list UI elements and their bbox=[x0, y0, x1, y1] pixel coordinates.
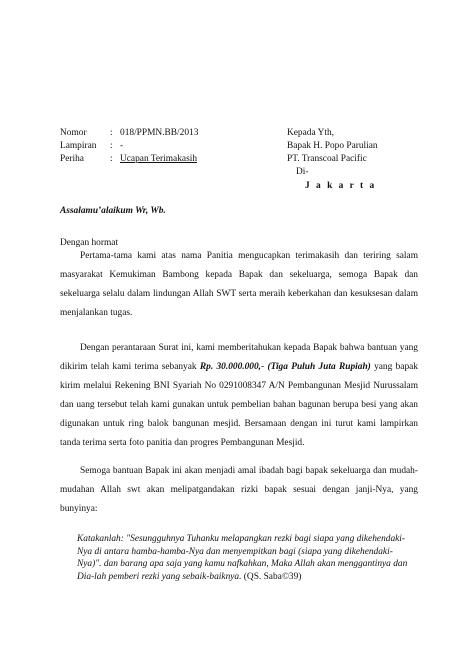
paragraph-donation-text bbox=[60, 339, 418, 453]
lampiran-colon: : bbox=[110, 141, 113, 151]
opening: Dengan hormat bbox=[60, 238, 119, 248]
recipient-name: Bapak H. Popo Parulian bbox=[287, 141, 378, 151]
perihal-label: Periha bbox=[60, 154, 84, 164]
recipient-city: J a k a r t a bbox=[305, 181, 377, 191]
lampiran-value: - bbox=[120, 141, 124, 151]
quran-quote bbox=[77, 533, 417, 583]
paragraph-thanks bbox=[60, 247, 418, 323]
donation-text-part1: Dengan perantaraan Surat ini, kami memberitahukan kepada Bapak bahwa bantuan yang dikirim telah kami terima sebanyak bbox=[60, 343, 418, 372]
recipient-salutation: Kepada Yth, bbox=[287, 128, 335, 138]
perihal-value: Ucapan Terimakasih bbox=[120, 154, 198, 164]
quote-text: Katakanlah: "Sesungguhnya Tuhanku melapangkan rezki bagi siapa yang dikehendaki-Nya di antara hamba-hamba-Nya dan menyempitkan bagi (siapa yang dikehendaki-Nya)". dan barang apa saja yang kamu nafkahkan, Maka Allah akan menggantinya dan Dia-lah pemberi rezki yang sebaik-baiknya. bbox=[77, 534, 408, 582]
donation-text-part2: yang bapak kirim melalui Rekening BNI Syariah No 0291008347 A/N Pembangunan Mesjid Nurussalam dan uang tersebut telah kami gunakan untuk pembelian bahan bagunan berupa besi yang akan digunakan untuk ring balok bangunan mesjid. Bersamaan dengan ini turut kami lampirkan tanda terima serta foto panitia dan progres Pembangunan Mesjid. bbox=[60, 362, 418, 448]
lampiran-label: Lampiran bbox=[60, 141, 97, 151]
recipient-company: PT. Transcoal Pacific bbox=[287, 154, 367, 164]
recipient-di: Di- bbox=[296, 167, 309, 177]
quote-reference: (QS. Saba©39) bbox=[241, 571, 302, 582]
greeting: Assalamu’alaikum Wr, Wb. bbox=[60, 206, 166, 216]
paragraph-thanks-text: Pertama-tama kami atas nama Panitia mengucapkan terimakasih dan teriring salam masyarakat Kemukiman Bambong kepada Bapak dan sekeluarga, semoga Bapak dan sekeluarga selalu dalam lindungan Allah SWT serta meraih keberkahan dan kesuksesan dalam menjalankan tugas. bbox=[60, 251, 418, 318]
paragraph-prayer-text: Semoga bantuan Bapak ini akan menjadi amal ibadah bagi bapak sekeluarga dan mudah-mudahan Allah swt akan melipatgandakan rizki bapak sesuai dengan janji-Nya, yang bunyinya: bbox=[60, 466, 418, 514]
donation-amount: Rp. 30.000.000,- (Tiga Puluh Juta Rupiah) bbox=[199, 362, 371, 372]
nomor-label: Nomor bbox=[60, 128, 87, 138]
nomor-value: 018/PPMN.BB/2013 bbox=[120, 128, 199, 138]
paragraph-prayer bbox=[60, 462, 418, 519]
paragraph-donation bbox=[60, 339, 418, 453]
nomor-colon: : bbox=[110, 128, 113, 138]
perihal-colon: : bbox=[110, 154, 113, 164]
